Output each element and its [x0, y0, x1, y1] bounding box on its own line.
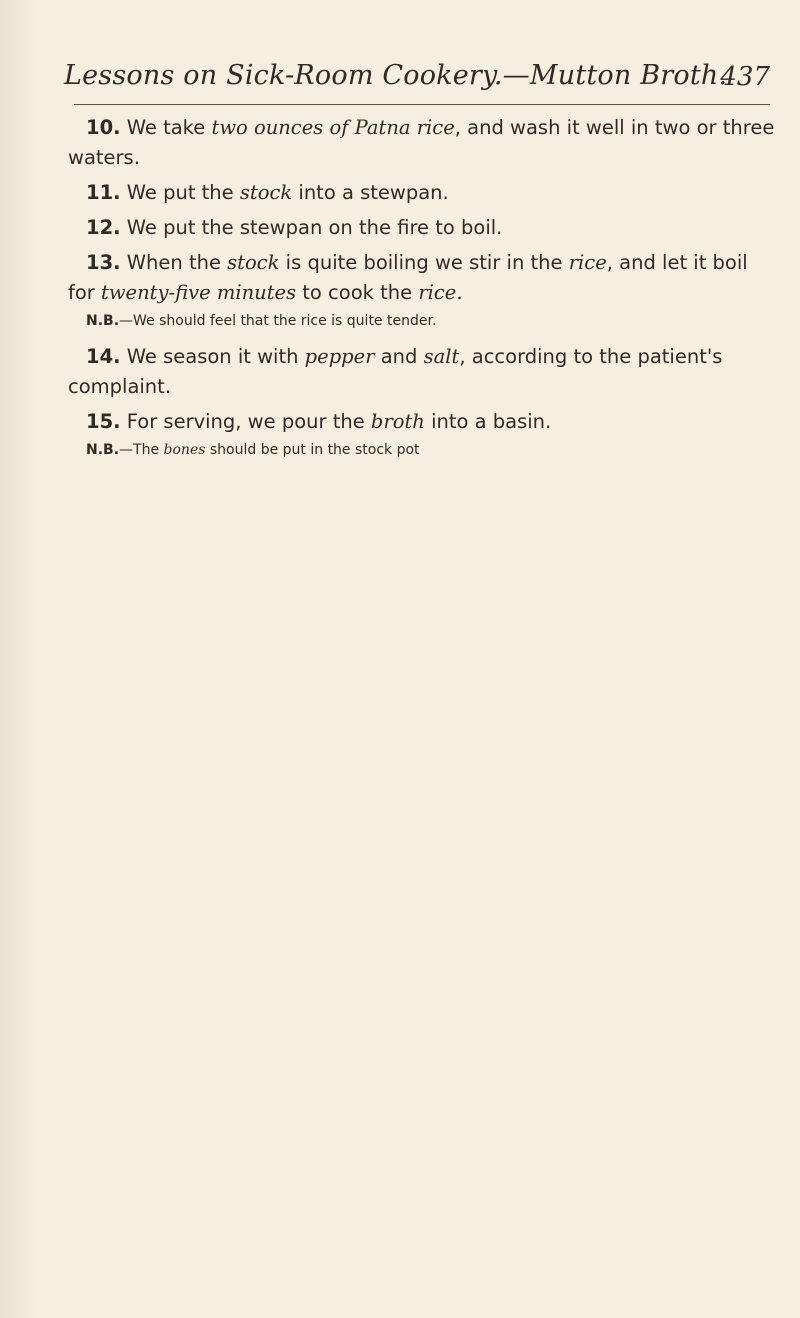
step-emphasis: pepper: [304, 345, 375, 368]
step-text: to cook the: [296, 281, 419, 304]
step-text: and: [374, 345, 424, 368]
step-emphasis: broth: [370, 410, 425, 433]
step-emphasis: salt: [423, 345, 460, 368]
step-text: , according to the patient's complaint.: [68, 345, 723, 398]
step-13: [68, 248, 778, 308]
step-text: We take: [126, 116, 212, 139]
step-10: [68, 113, 778, 173]
note-bones: [86, 439, 778, 461]
step-text: into a stewpan.: [292, 181, 449, 204]
header-rule: [74, 104, 770, 105]
step-emphasis: rice.: [418, 281, 463, 304]
note-text: —We should feel that the rice is quite tender.: [119, 313, 437, 329]
note-text: should be put in the stock pot: [205, 442, 420, 458]
step-number: 11.: [86, 181, 121, 204]
step-emphasis: stock: [227, 251, 280, 274]
step-number: 15.: [86, 410, 121, 433]
step-text: We put the stewpan on the fire to boil.: [126, 216, 503, 239]
step-11: [68, 178, 778, 208]
step-text: When the: [126, 251, 228, 274]
note-text: —The: [119, 442, 164, 458]
step-15: [68, 407, 778, 437]
step-emphasis: rice: [568, 251, 607, 274]
step-emphasis: twenty-five minutes: [101, 281, 297, 304]
note-emphasis: bones: [163, 442, 206, 458]
recipe-steps: [68, 113, 778, 471]
running-head-title: Lessons on Sick-Room Cookery.—Mutton Broth.: [64, 60, 728, 91]
step-text: We put the: [126, 181, 240, 204]
step-number: 10.: [86, 116, 121, 139]
step-emphasis: two ounces of Patna rice: [211, 116, 455, 139]
step-12: [68, 213, 778, 243]
step-text: into a basin.: [424, 410, 552, 433]
step-number: 14.: [86, 345, 121, 368]
page-number: 437: [720, 62, 770, 92]
step-text: We season it with: [126, 345, 305, 368]
step-text: , and wash it well in two or three waters.: [68, 116, 775, 169]
running-head: [64, 60, 770, 100]
step-text: is quite boiling we stir in the: [279, 251, 569, 274]
note-label: N.B.: [86, 442, 120, 458]
step-text: For serving, we pour the: [126, 410, 371, 433]
note-label: N.B.: [86, 313, 120, 329]
note-rice: [86, 310, 778, 332]
step-number: 12.: [86, 216, 121, 239]
step-emphasis: stock: [239, 181, 293, 204]
step-text: , and let it boil for: [68, 251, 748, 304]
step-14: [68, 342, 778, 402]
step-number: 13.: [86, 251, 121, 274]
